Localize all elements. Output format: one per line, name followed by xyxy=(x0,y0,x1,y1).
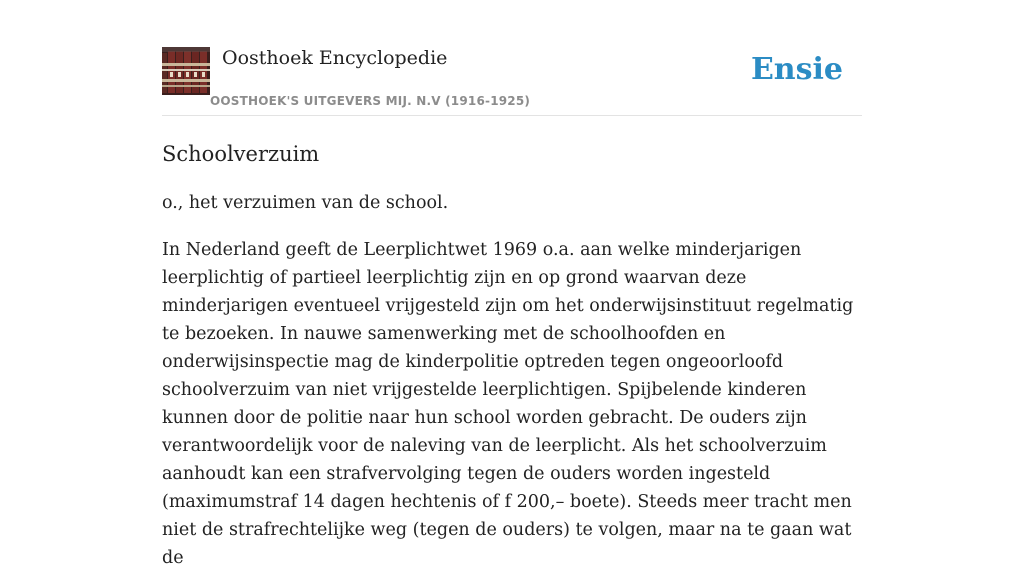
article-definition: o., het verzuimen van de school. xyxy=(162,193,449,213)
source-subtitle: OOSTHOEK'S UITGEVERS MIJ. N.V (1916-1925) xyxy=(210,94,531,108)
source-header xyxy=(162,46,862,116)
source-avatar[interactable] xyxy=(162,47,210,95)
ensie-logo-link[interactable]: Ensie xyxy=(750,52,843,87)
source-title[interactable]: Oosthoek Encyclopedie xyxy=(222,47,448,69)
encyclopedia-books-icon xyxy=(162,47,210,95)
article-title: Schoolverzuim xyxy=(162,142,320,166)
header-divider xyxy=(162,115,862,116)
article xyxy=(162,138,862,572)
article-body: In Nederland geeft de Leerplichtwet 1969 o.a. aan welke minderjarigen leerplichtig of partieel leerplichtig zijn en op grond waarvan deze minderjarigen eventueel vrijgesteld zijn om het onderwijsinstituut regelmatig te bezoeken. In nauwe samenwerking met de schoolhoofden en onderwijsinspectie mag de kinderpolitie optreden tegen ongeoorloofd schoolverzuim van niet vrijgestelde leerplichtigen. Spijbelende kinderen kunnen door de politie naar hun school worden gebracht. De ouders zijn verantwoordelijk voor de naleving van de leerplicht. Als het schoolverzuim aanhoudt kan een strafvervolging tegen de ouders worden ingesteld (maximumstraf 14 dagen hechtenis of f 200,– boete). Steeds meer tracht men niet de strafrechtelijke weg (tegen de ouders) te volgen, maar na te gaan wat de xyxy=(162,240,854,568)
